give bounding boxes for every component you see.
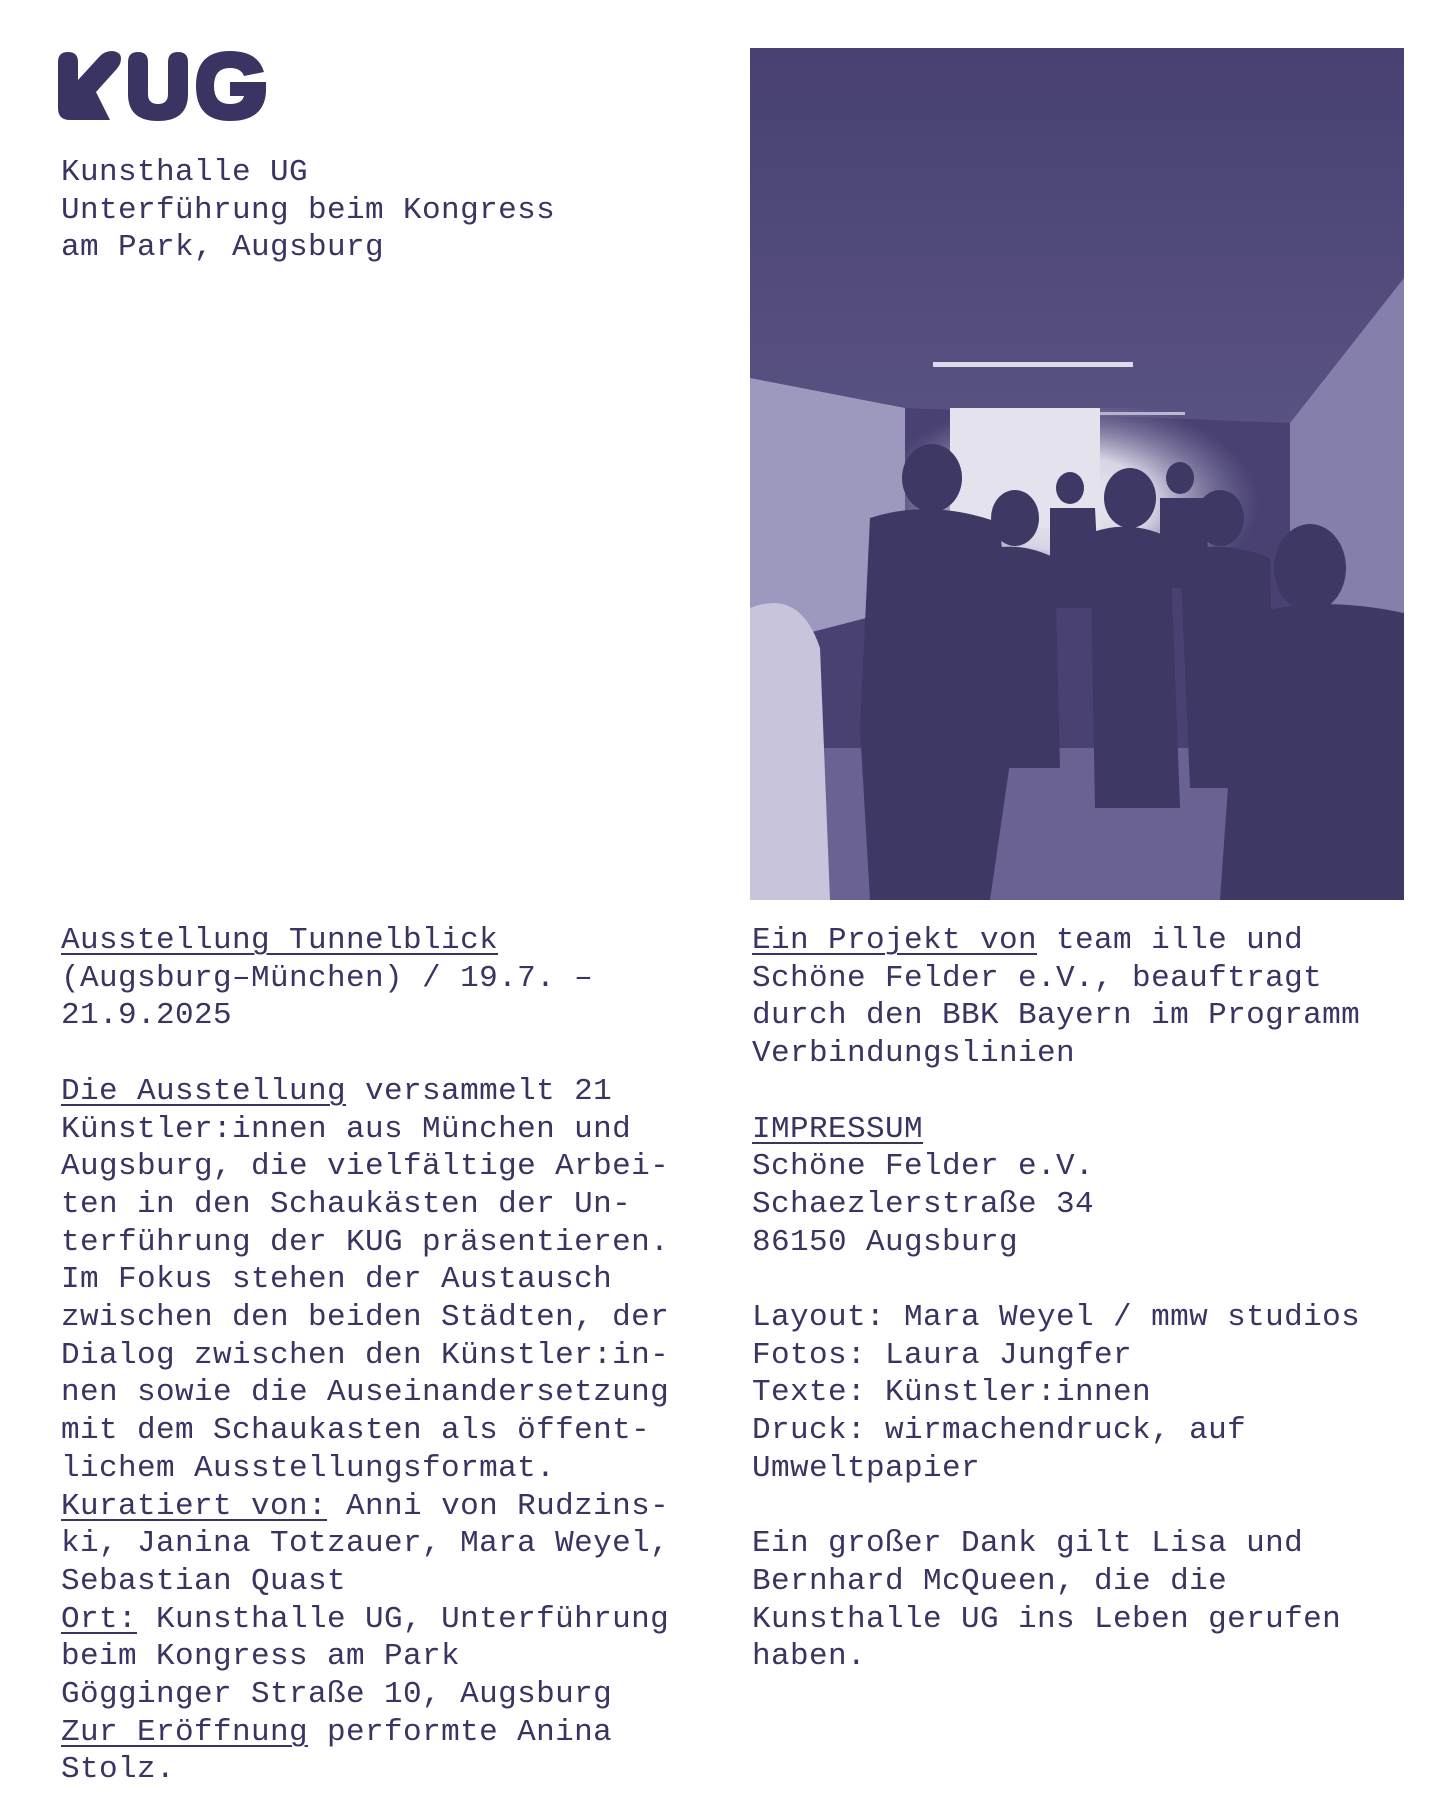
thanks-line: Bernhard McQueen, die die: [752, 1563, 1228, 1599]
curated-line: ki, Janina Totzauer, Mara Weyel,: [61, 1526, 670, 1562]
description-line: mit dem Schaukasten als öffent-: [61, 1413, 651, 1449]
impressum-line: Schöne Felder e.V.: [752, 1149, 1095, 1185]
project-line: Schöne Felder e.V., beauftragt: [752, 960, 1323, 996]
location-line: Gögginger Straße 10, Augsburg: [61, 1677, 613, 1713]
kug-logo: [58, 50, 266, 122]
exhibition-photo: [750, 48, 1404, 900]
project-text: team ille und: [1037, 923, 1304, 958]
credits-line: Layout: Mara Weyel / mmw studios: [752, 1300, 1361, 1335]
description-line: Augsburg, die vielfältige Arbei-: [61, 1149, 670, 1185]
description-line: terführung der KUG präsentieren.: [61, 1224, 670, 1260]
address-block: [61, 154, 701, 267]
project-line: Verbindungslinien: [752, 1036, 1076, 1072]
curated-text: Anni von Rudzins-: [327, 1488, 670, 1524]
project-info-column: [752, 922, 1432, 1676]
credits-line: Druck: wirmachendruck, auf: [752, 1413, 1247, 1449]
thanks-line: Kunsthalle UG ins Leben gerufen: [752, 1601, 1342, 1637]
location-text: Kunsthalle UG, Unterführung: [137, 1601, 670, 1637]
impressum-line: 86150 Augsburg: [752, 1224, 1019, 1260]
impressum-heading-link[interactable]: IMPRESSUM: [752, 1111, 924, 1147]
address-line: Unterführung beim Kongress: [61, 192, 556, 228]
exhibition-info-column: [61, 922, 721, 1789]
description-line: ten in den Schaukästen der Un-: [61, 1186, 632, 1222]
opening-line: Stolz.: [61, 1752, 176, 1788]
project-label-link[interactable]: Ein Projekt von: [752, 923, 1038, 958]
credits-line: Fotos: Laura Jungfer: [752, 1337, 1133, 1373]
description-line: Künstler:innen aus München und: [61, 1111, 632, 1147]
project-line: durch den BBK Bayern im Programm: [752, 998, 1361, 1034]
exhibition-title-link[interactable]: Ausstellung Tunnelblick: [61, 923, 499, 958]
impressum-line: Schaezlerstraße 34: [752, 1186, 1095, 1222]
thanks-line: Ein großer Dank gilt Lisa und: [752, 1526, 1304, 1562]
thanks-line: haben.: [752, 1639, 867, 1675]
curated-label-link[interactable]: Kuratiert von:: [61, 1488, 328, 1524]
exhibition-dates-line: 21.9.2025: [61, 998, 233, 1034]
credits-line: Umweltpapier: [752, 1450, 981, 1486]
credits-line: Texte: Künstler:innen: [752, 1375, 1152, 1411]
description-line: nen sowie die Auseinandersetzung: [61, 1375, 670, 1411]
description-line: zwischen den beiden Städten, der: [61, 1300, 670, 1336]
curated-line: Sebastian Quast: [61, 1563, 347, 1599]
address-line: Kunsthalle UG: [61, 155, 309, 190]
description-link[interactable]: Die Ausstellung: [61, 1073, 347, 1109]
description-line: Dialog zwischen den Künstler:in-: [61, 1337, 670, 1373]
opening-text: performte Anina: [308, 1714, 613, 1750]
location-line: beim Kongress am Park: [61, 1639, 461, 1675]
location-label-link[interactable]: Ort:: [61, 1601, 138, 1637]
opening-label-link[interactable]: Zur Eröffnung: [61, 1714, 309, 1750]
description-line: Im Fokus stehen der Austausch: [61, 1262, 613, 1298]
exhibition-dates-line: (Augsburg–München) / 19.7. –: [61, 960, 594, 996]
address-line: am Park, Augsburg: [61, 230, 385, 265]
description-line: lichem Ausstellungsformat.: [61, 1450, 556, 1486]
description-text: versammelt 21: [346, 1073, 613, 1109]
